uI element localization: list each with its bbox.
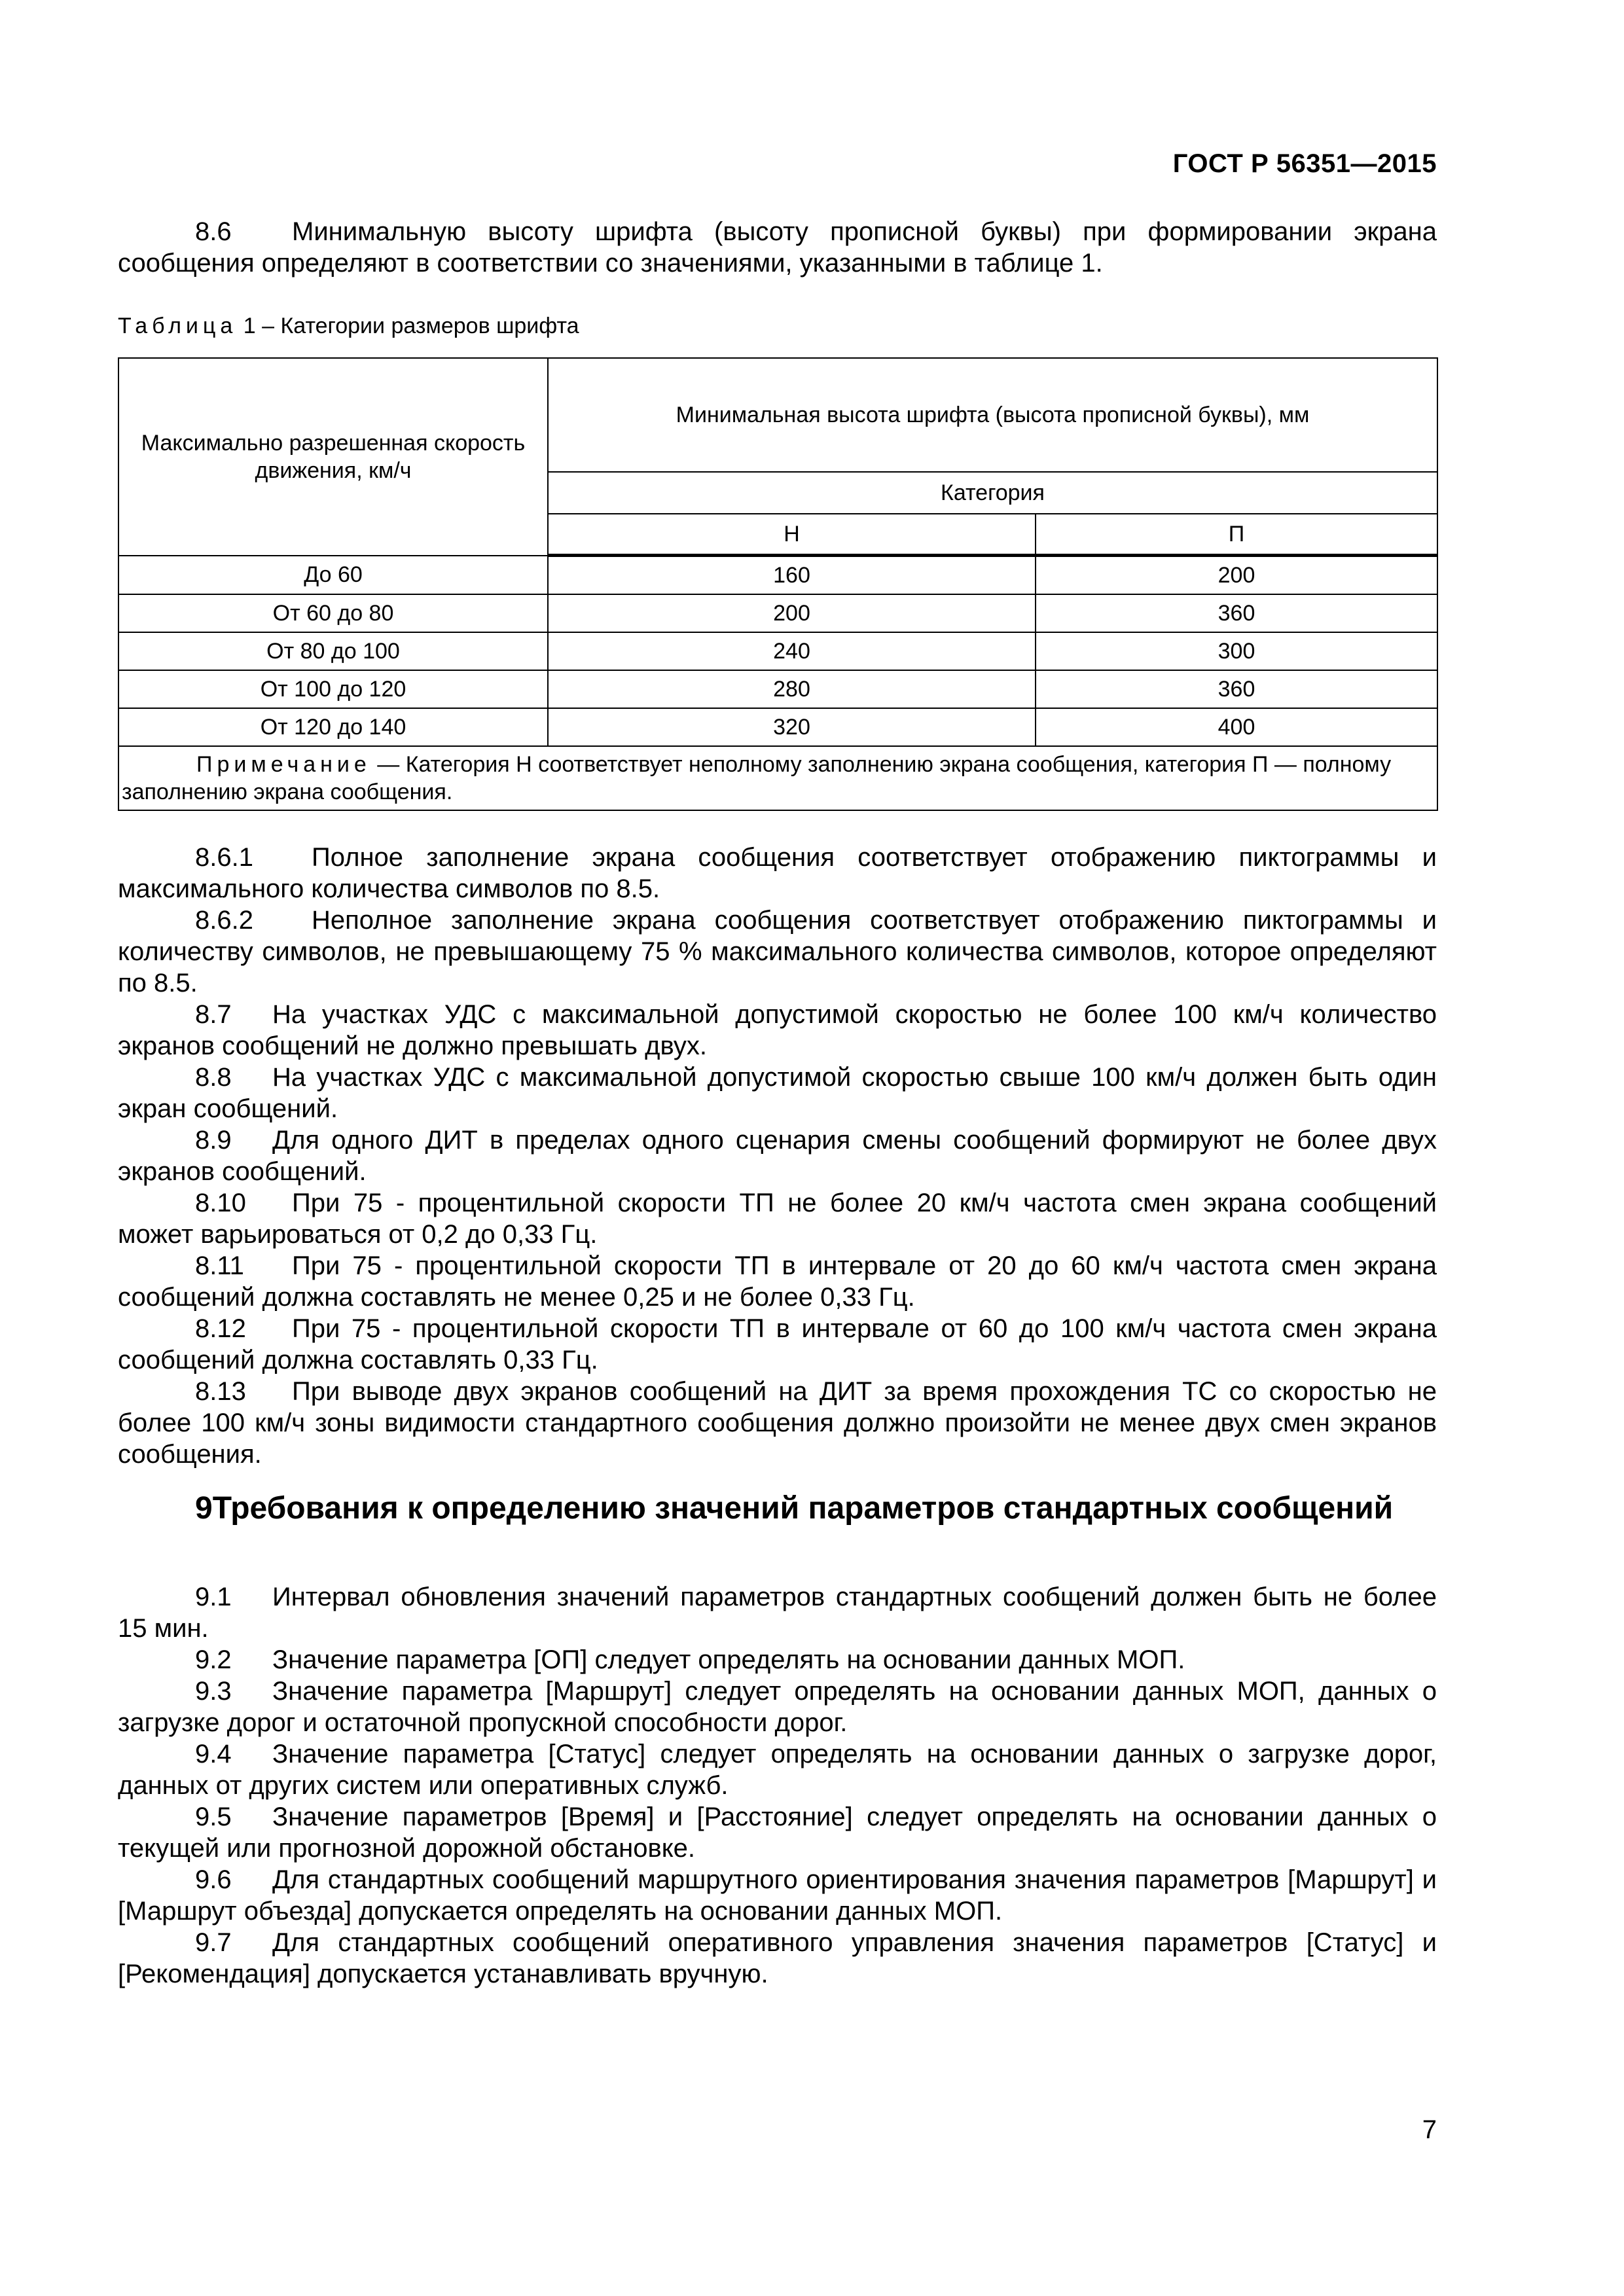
paragraph-8-6-1 (118, 842, 1437, 905)
cell-n: 160 (548, 556, 1036, 595)
paragraph-number: 8.6.1 (195, 843, 253, 872)
paragraph-number: 8.11 (195, 1251, 244, 1280)
page-number: 7 (1422, 2115, 1437, 2144)
paragraph-text: Значение параметра [ОП] следует определять на основании данных МОП. (272, 1645, 1185, 1674)
cell-p: 200 (1036, 556, 1437, 595)
paragraph-text: Полное заполнение экрана сообщения соответствует отображению пиктограммы и максимального количества символов по 8.5. (118, 843, 1437, 903)
paragraph-number: 8.10 (195, 1189, 246, 1217)
table-caption (118, 313, 579, 339)
paragraph-text: Минимальную высоту шрифта (высоту прописной буквы) при формировании экрана сообщения определяют в соответствии со значениями, указанными в таблице 1. (118, 217, 1437, 278)
cell-speed: До 60 (118, 556, 548, 595)
header-min-height: Минимальная высота шрифта (высота прописной буквы), мм (548, 358, 1437, 472)
section-title: Требования к определению значений параметров стандартных сообщений (212, 1491, 1394, 1526)
paragraph-9-7 (118, 1927, 1437, 1990)
paragraph-8-7 (118, 999, 1437, 1062)
paragraph-text: Для одного ДИТ в пределах одного сценария смены сообщений формируют не более двух экранов сообщений. (118, 1126, 1437, 1186)
paragraph-text: При 75 - процентильной скорости ТП в интервале от 20 до 60 км/ч частота смен экрана сообщений должна составлять не менее 0,25 и не более 0,33 Гц. (118, 1251, 1437, 1312)
paragraph-text: Для стандартных сообщений оперативного управления значения параметров [Статус] и [Рекомендация] допускается устанавливать вручную. (118, 1928, 1437, 1988)
cell-speed: От 120 до 140 (118, 708, 548, 746)
cell-speed: От 80 до 100 (118, 632, 548, 670)
paragraph-8-12 (118, 1313, 1437, 1376)
paragraph-number: 8.6 (195, 217, 232, 246)
paragraph-8-9 (118, 1124, 1437, 1187)
paragraph-text: Значение параметров [Время] и [Расстояние] следует определять на основании данных о текущей или прогнозной дорожной обстановке. (118, 1803, 1437, 1863)
paragraph-number: 9.2 (195, 1645, 232, 1674)
paragraph-8-10 (118, 1187, 1437, 1250)
paragraph-number: 9.4 (195, 1740, 232, 1768)
paragraph-number: 8.7 (195, 1000, 232, 1029)
cell-p: 300 (1036, 632, 1437, 670)
paragraph-text: Интервал обновления значений параметров стандартных сообщений должен быть не более 15 мин. (118, 1583, 1437, 1643)
paragraph-9-5 (118, 1801, 1437, 1864)
paragraph-number: 9.3 (195, 1677, 232, 1706)
paragraph-8-6-2 (118, 905, 1437, 999)
paragraph-8-11 (118, 1250, 1437, 1313)
cell-n: 320 (548, 708, 1036, 746)
table-note-text: — Категория Н соответствует неполному заполнению экрана сообщения, категория П — полному заполнению экрана сообщения. (122, 752, 1392, 804)
table-caption-text: 1 – Категории размеров шрифта (237, 314, 579, 338)
paragraph-number: 9.6 (195, 1865, 232, 1894)
header-category-n: Н (548, 514, 1036, 556)
cell-speed: От 100 до 120 (118, 670, 548, 708)
paragraph-text: Значение параметра [Статус] следует определять на основании данных о загрузке дорог, данных от других систем или оперативных служб. (118, 1740, 1437, 1800)
paragraph-number: 9.7 (195, 1928, 232, 1957)
paragraph-9-3 (118, 1676, 1437, 1738)
paragraph-number: 9.1 (195, 1583, 232, 1611)
paragraph-number: 8.9 (195, 1126, 232, 1155)
paragraph-number: 8.13 (195, 1377, 246, 1406)
paragraph-text: Значение параметра [Маршрут] следует определять на основании данных МОП, данных о загрузке дорог и остаточной пропускной способности дорог. (118, 1677, 1437, 1737)
cell-n: 240 (548, 632, 1036, 670)
paragraph-number: 8.6.2 (195, 906, 253, 935)
paragraph-9-6 (118, 1864, 1437, 1927)
paragraph-text: На участках УДС с максимальной допустимой скоростью не более 100 км/ч количество экранов сообщений не должно превышать двух. (118, 1000, 1437, 1060)
paragraph-9-1 (118, 1581, 1437, 1644)
cell-p: 400 (1036, 708, 1437, 746)
font-size-table (118, 357, 1438, 811)
paragraph-number: 8.8 (195, 1063, 232, 1092)
document-code: ГОСТ Р 56351—2015 (1172, 149, 1437, 178)
table-row (118, 708, 1437, 746)
section-number: 9 (195, 1491, 213, 1526)
table-caption-label: Таблица (118, 314, 238, 338)
document-page (118, 0, 1437, 2296)
header-category-p: П (1036, 514, 1437, 556)
paragraph-text: При выводе двух экранов сообщений на ДИТ за время прохождения ТС со скоростью не более 100 км/ч зоны видимости стандартного сообщения должно произойти не менее двух смен экранов сообщения. (118, 1377, 1437, 1469)
paragraph-8-6 (118, 216, 1437, 279)
cell-n: 200 (548, 594, 1036, 632)
cell-n: 280 (548, 670, 1036, 708)
paragraph-text: На участках УДС с максимальной допустимой скоростью свыше 100 км/ч должен быть один экран сообщений. (118, 1063, 1437, 1123)
table-note (118, 746, 1437, 810)
paragraph-8-13 (118, 1376, 1437, 1470)
paragraph-text: При 75 - процентильной скорости ТП в интервале от 60 до 100 км/ч частота смен экрана сообщений должна составлять 0,33 Гц. (118, 1314, 1437, 1374)
paragraph-text: При 75 - процентильной скорости ТП не более 20 км/ч частота смен экрана сообщений может варьироваться от 0,2 до 0,33 Гц. (118, 1189, 1437, 1249)
section-9-heading (118, 1490, 1437, 1528)
table-row (118, 556, 1437, 595)
paragraph-text: Неполное заполнение экрана сообщения соответствует отображению пиктограммы и количеству символов, не превышающему 75 % максимального количества символов, которое определяют по 8.5. (118, 906, 1437, 997)
cell-speed: От 60 до 80 (118, 594, 548, 632)
paragraph-9-2 (118, 1644, 1437, 1676)
paragraph-8-8 (118, 1062, 1437, 1124)
table-note-label: Примечание (196, 752, 371, 777)
cell-p: 360 (1036, 594, 1437, 632)
table-row (118, 594, 1437, 632)
paragraph-number: 8.12 (195, 1314, 246, 1343)
table-row (118, 670, 1437, 708)
paragraph-number: 9.5 (195, 1803, 232, 1831)
cell-p: 360 (1036, 670, 1437, 708)
header-speed: Максимально разрешенная скорость движения, км/ч (118, 358, 548, 556)
header-category: Категория (548, 472, 1437, 514)
paragraph-9-4 (118, 1738, 1437, 1801)
table-row (118, 632, 1437, 670)
paragraph-text: Для стандартных сообщений маршрутного ориентирования значения параметров [Маршрут] и [Маршрут объезда] допускается определять на основании данных МОП. (118, 1865, 1437, 1926)
